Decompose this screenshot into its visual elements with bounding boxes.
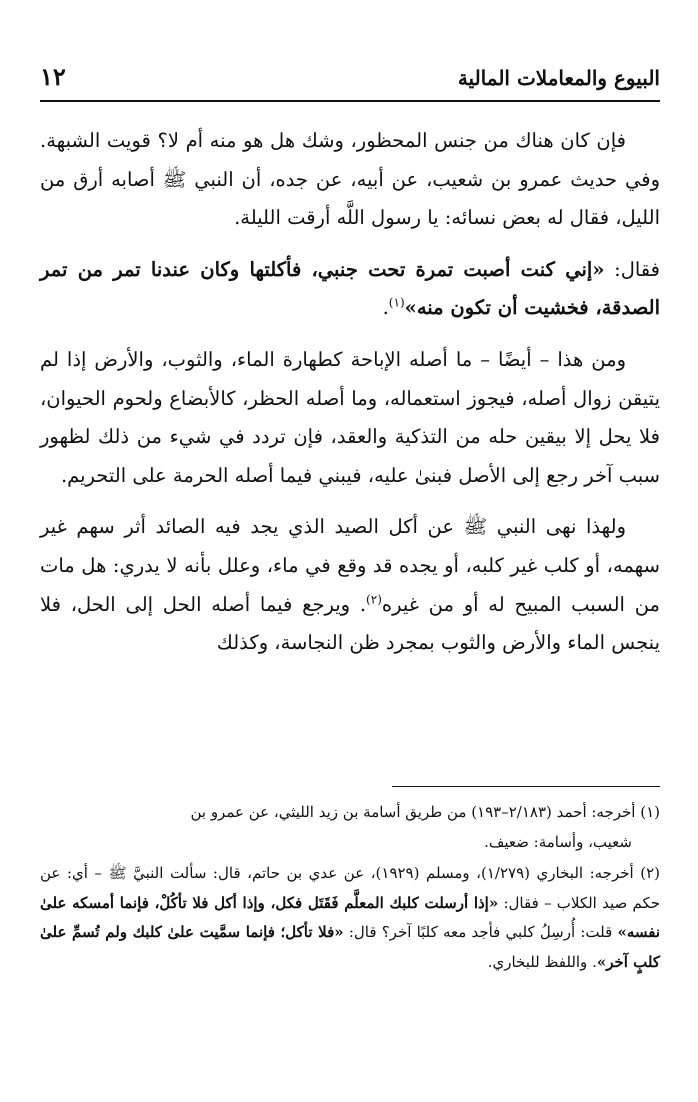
footnote-2-part-a: (٢) أخرجه: البخاري (١/٢٧٩)، ومسلم (١٩٢٩)، عن عدي بن حاتم، قال: سألت النبيَّ ﷺ – أي: عن حكم صيد الكلاب – فقال: bbox=[40, 864, 660, 912]
footnote-1 bbox=[40, 798, 660, 857]
footnote-2 bbox=[40, 859, 660, 977]
paragraph-2-end: . bbox=[382, 296, 389, 320]
paragraph-4 bbox=[40, 508, 660, 662]
paragraph-2 bbox=[40, 251, 660, 328]
footnotes bbox=[40, 798, 660, 979]
footnote-1-line-1: (١) أخرجه: أحمد (٢/١٨٣–١٩٣) من طريق أسامة بن زيد الليثي، عن عمرو بن bbox=[190, 803, 660, 821]
running-title: البيوع والمعاملات المالية bbox=[457, 66, 660, 90]
footnote-2-hadith-2: «فلا تأكل؛ فإنما سمَّيت علىٰ كلبك ولم تُسمِّ علىٰ كلبٍ آخر» bbox=[40, 923, 660, 971]
paragraph-1: فإن كان هناك من جنس المحظور، وشك هل هو منه أم لا؟ قويت الشبهة. وفي حديث عمرو بن شعيب، عن أبيه، عن جده، أن النبي ﷺ أصابه أرق من الليل، فقال له بعض نسائه: يا رسول اللَّه أرقت الليلة. bbox=[40, 129, 660, 230]
footnote-2-part-e: . واللفظ للبخاري. bbox=[487, 952, 597, 971]
main-text bbox=[40, 122, 660, 676]
footnote-1-line-2: شعيب، وأسامة: ضعيف. bbox=[484, 832, 632, 851]
page-number: ١٢ bbox=[40, 62, 66, 91]
paragraph-4-part-b: . ويرجع فيما أصله الحل إلى الحل، فلا ينجس الماء والأرض والثوب بمجرد ظن النجاسة، وكذلك bbox=[40, 592, 660, 655]
paragraph-2-lead: فقال: bbox=[604, 257, 660, 281]
footnote-divider bbox=[392, 786, 660, 787]
hadith-quote: «إني كنت أصبت تمرة تحت جنبي، فأكلتها وكان عندنا تمر من تمر الصدقة، فخشيت أن تكون منه» bbox=[40, 257, 660, 320]
footnote-2-part-c: قلت: أُرسِلُ كلبي فأجد معه كلبًا آخر؟ قال: bbox=[343, 923, 618, 941]
paragraph-3: ومن هذا – أيضًا – ما أصله الإباحة كطهارة الماء، والثوب، والأرض إذا لم يتيقن زوال أصله، فيجوز استعماله، وما أصله الحظر، كالأبضاع ولحوم الحيوان، فلا يحل إلا بيقين حله من التذكية والعقد، فإن تردد في شيء من ذلك لظهور سبب آخر رجع إلى الأصل فبنىٰ عليه، فيبني فيما أصله الحرمة على التحريم. bbox=[40, 347, 660, 487]
page-header bbox=[40, 62, 660, 102]
footnote-ref-1: (١) bbox=[388, 295, 405, 310]
footnote-ref-2: (٢) bbox=[366, 592, 382, 607]
footnote-2-hadith-1: «إذا أرسلت كلبك المعلَّم فَقَتَل فكل، وإذا أكل فلا تأكُلْ، فإنما أمسكه علىٰ نفسه» bbox=[40, 893, 660, 941]
paragraph-4-part-a: ولهذا نهى النبي ﷺ عن أكل الصيد الذي يجد فيه الصائد أثر سهم غير سهمه، أو كلب غير كلبه، أو يجده قد وقع في ماء، وعلل بأنه لا يدري: هل مات من السبب المبيح له أو من غيره bbox=[40, 515, 660, 616]
